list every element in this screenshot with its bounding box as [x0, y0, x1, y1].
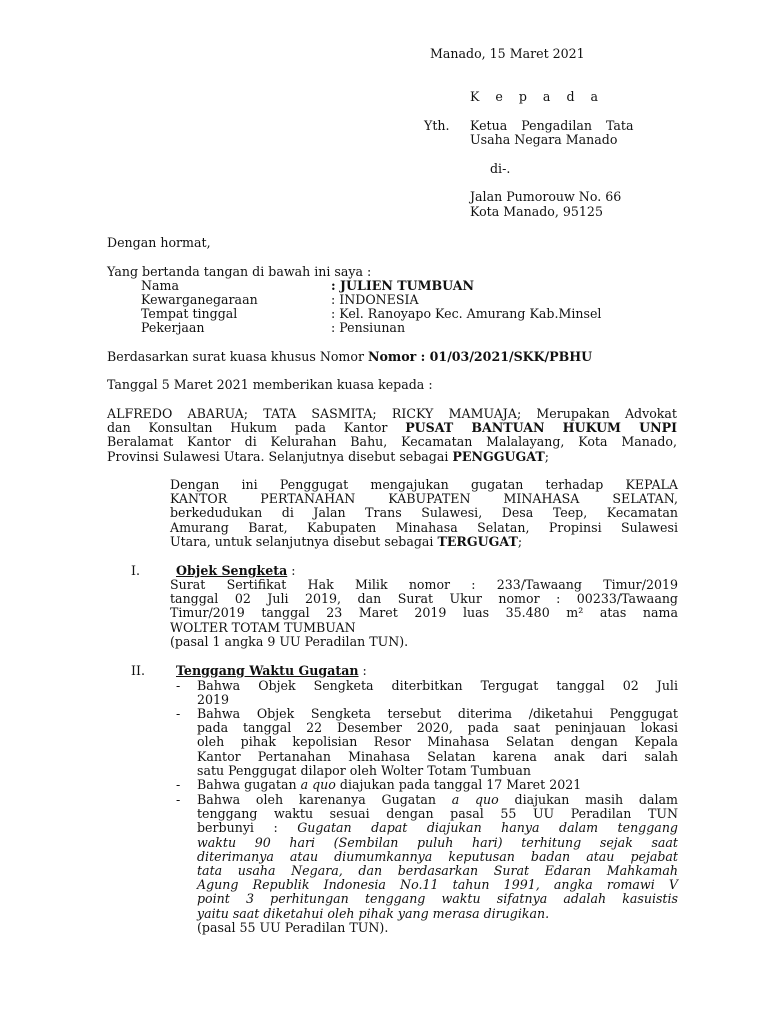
identity-label: Tempat tinggal [141, 306, 238, 321]
section1-line: Timur/2019 tanggal 23 Maret 2019 luas 35.480 m² atas nama [170, 605, 678, 621]
section1-line: tanggal 02 Juli 2019, dan Surat Ukur nomor : 00233/Tawaang [170, 591, 678, 607]
addressee-line2: Usaha Negara Manado [470, 132, 618, 147]
advocates-line: Provinsi Sulawesi Utara. Selanjutnya disebut sebagai PENGGUGAT; [107, 448, 549, 464]
lawsuit-line: Dengan ini Penggugat mengajukan gugatan terhadap KEPALA [170, 477, 678, 492]
bullet-item: Bahwa Objek Sengketa diterbitkan Tergugat tanggal 02 Juli 2019 [197, 678, 678, 708]
intro-text: Yang bertanda tangan di bawah ini saya : [107, 264, 372, 279]
section1-numeral: I. [131, 563, 140, 578]
lawsuit-line: Utara, untuk selanjutnya disebut sebagai TERGUGAT; [170, 533, 523, 549]
place-date: Manado, 15 Maret 2021 [430, 46, 585, 61]
section2-heading: Tenggang Waktu Gugatan : [176, 663, 367, 678]
section1-heading: Objek Sengketa : [176, 563, 296, 578]
lawsuit-line: Amurang Barat, Kabupaten Minahasa Selatan, Propinsi Sulawesi [170, 519, 678, 535]
identity-label: Kewarganegaraan [141, 292, 258, 307]
advocates-line: Beralamat Kantor di Kelurahan Bahu, Kecamatan Malalayang, Kota Manado, [107, 434, 677, 450]
skk-number: Nomor : 01/03/2021/SKK/PBHU [367, 349, 593, 364]
yth-label: Yth. [424, 118, 450, 133]
section1-body [170, 578, 678, 649]
identity-row-occupation [141, 321, 405, 335]
bullet-dash: - [176, 777, 181, 792]
identity-value: : JULIEN TUMBUAN [331, 278, 475, 293]
advocates-line: ALFREDO ABARUA; TATA SASMITA; RICKY MAMUAJA; Merupakan Advokat [107, 406, 677, 421]
section2-numeral: II. [131, 663, 145, 678]
skk-prefix: Berdasarkan surat kuasa khusus Nomor [107, 349, 368, 364]
kepada-heading: K e p a d a [470, 89, 605, 104]
identity-value: : INDONESIA [331, 292, 419, 307]
skk-line [107, 350, 592, 364]
street-address: Jalan Pumorouw No. 66 [470, 189, 622, 204]
addressee-line1: Ketua Pengadilan Tata [470, 118, 634, 133]
identity-value: : Pensiunan [331, 320, 406, 335]
section1-title: Objek Sengketa [176, 563, 288, 578]
bullet-item: Bahwa gugatan a quo diajukan pada tanggal 17 Maret 2021 [197, 777, 582, 792]
identity-value: : Kel. Ranoyapo Kec. Amurang Kab.Minsel [331, 306, 602, 321]
city-address: Kota Manado, 95125 [470, 204, 603, 219]
bullet-dash: - [176, 678, 181, 693]
lawsuit-line: KANTOR PERTANAHAN KABUPATEN MINAHASA SELATAN, [170, 491, 678, 507]
greeting: Dengan hormat, [107, 235, 211, 250]
identity-label: Pekerjaan [141, 320, 205, 335]
bullet-dash: - [176, 706, 181, 721]
section1-line: Surat Sertifikat Hak Milik nomor : 233/Tawaang Timur/2019 [170, 577, 678, 592]
lawsuit-line: berkedudukan di Jalan Trans Sulawesi, Desa Teep, Kecamatan [170, 505, 678, 521]
section1-line: (pasal 1 angka 9 UU Peradilan TUN). [170, 633, 409, 649]
bullet-item: Bahwa Objek Sengketa tersebut diterima /diketahui Penggugat pada tanggal 22 Desember 2020, pada saat peninjauan lokasi oleh pihak kepolisian Resor Minahasa Selatan dengan Kepala Kantor Pertanahan Minahasa Selatan karena anak dari salah satu Penggugat dilapor oleh Wolter Totam Tumbuan [197, 706, 678, 778]
section2-title: Tenggang Waktu Gugatan [176, 663, 359, 678]
section1-line: WOLTER TOTAM TUMBUAN [170, 619, 356, 635]
lawsuit-paragraph [170, 478, 678, 549]
bullet-item: Bahwa oleh karenanya Gugatan a quo diajukan masih dalam tenggang waktu sesuai dengan pasal 55 UU Peradilan TUN berbunyi : Gugatan dapat diajukan hanya dalam tenggang waktu 90 hari (Sembilan puluh hari) terhitung sejak saat diterimanya atau diumumkannya keputusan badan atau pejabat tata usaha Negara, dan berdasarkan Surat Edaran Mahkamah Agung Republik Indonesia No.11 tahun 1991, angka romawi V point 3 perhitungan tenggang waktu sifatnya adalah kasuistis yaitu saat diketahui oleh pihak yang merasa dirugikan. (pasal 55 UU Peradilan TUN). [197, 792, 678, 935]
identity-label: Nama [141, 278, 179, 293]
di-label: di-. [490, 161, 511, 176]
bullet-dash: - [176, 792, 181, 807]
advocates-line: dan Konsultan Hukum pada Kantor PUSAT BANTUAN HUKUM UNPI [107, 420, 677, 436]
advocates-paragraph [107, 407, 677, 464]
date-line: Tanggal 5 Maret 2021 memberikan kuasa kepada : [107, 377, 433, 392]
